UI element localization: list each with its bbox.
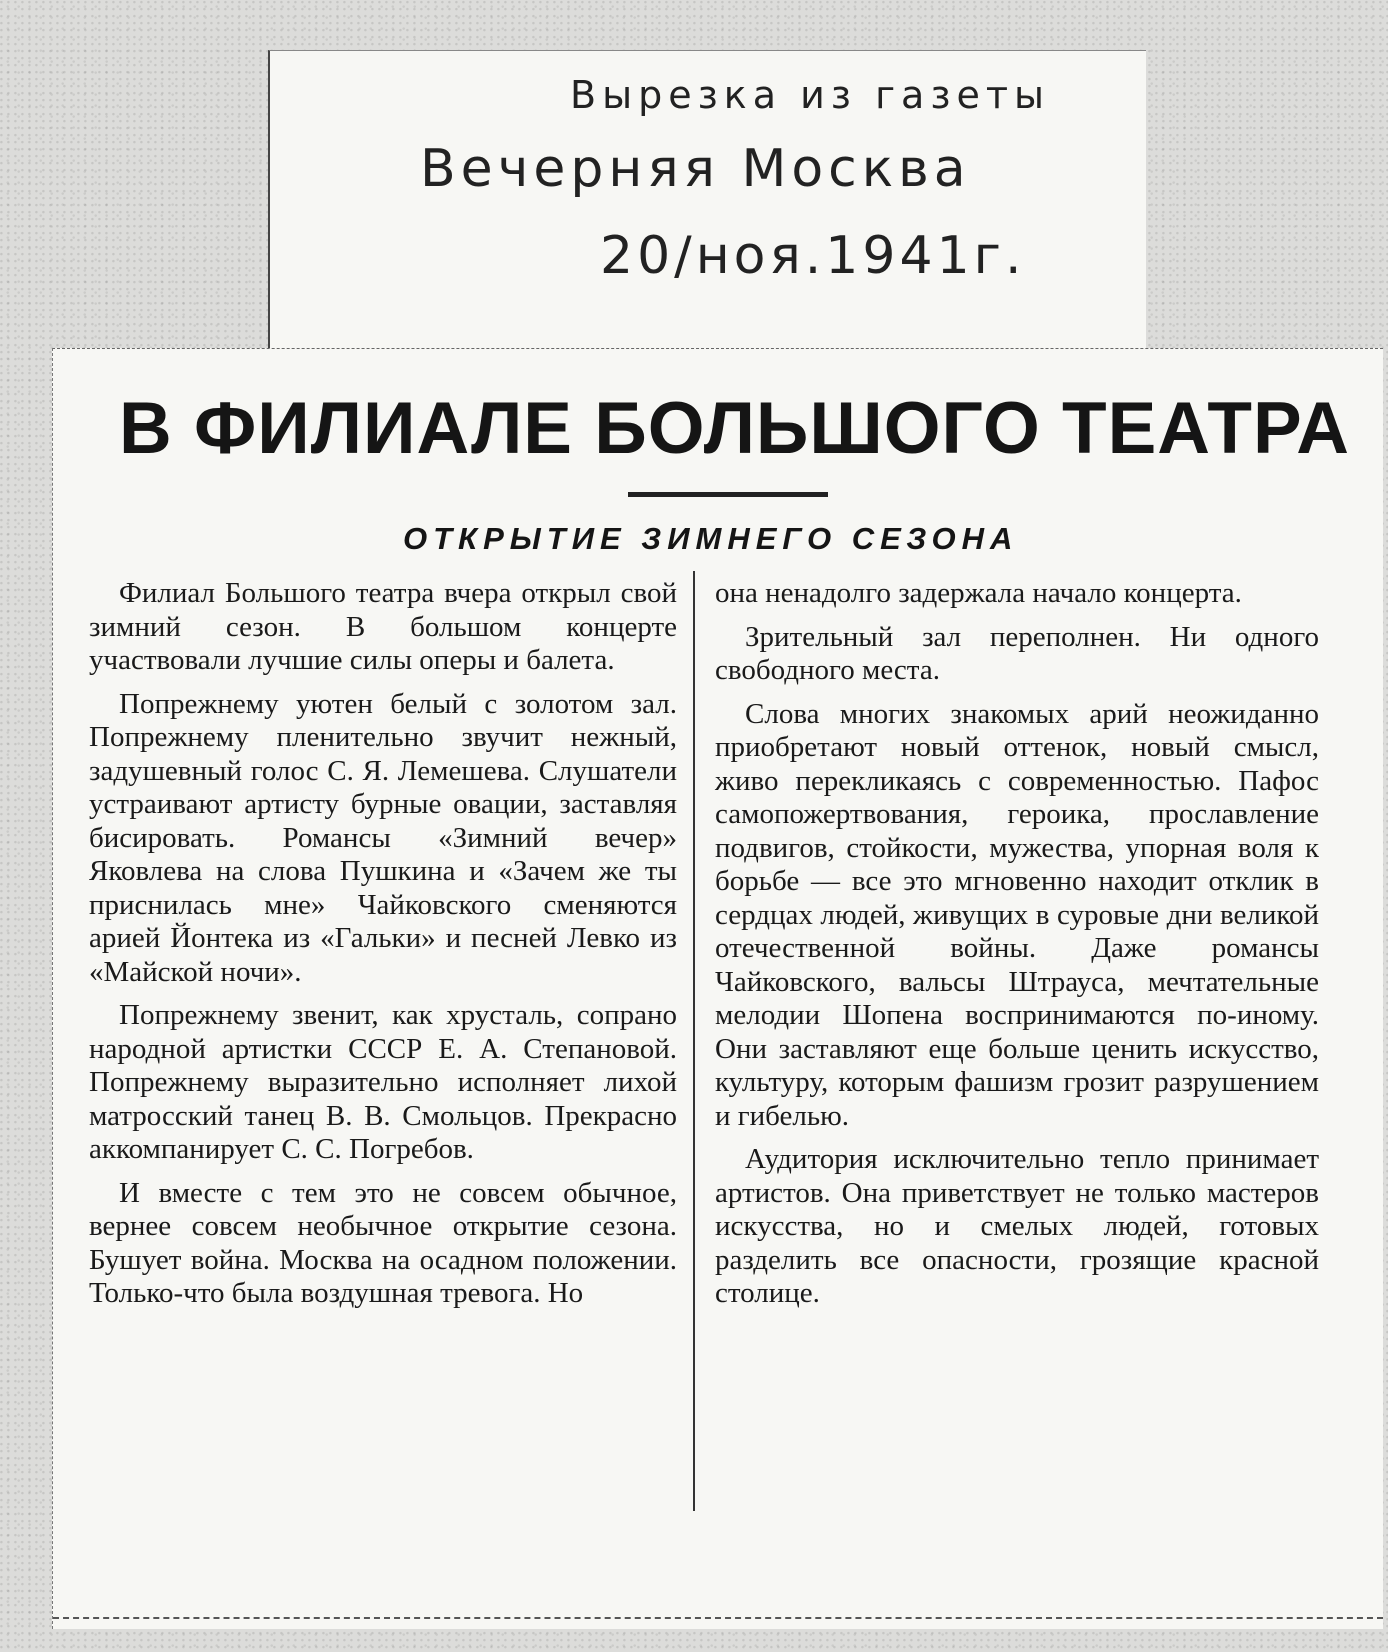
paragraph: Слова многих знакомых арий неожиданно приобретают новый оттенок, новый смысл, живо перекликаясь с современностью. Пафос самопожертвования, героика, прославление подвигов, стойкости, мужества, упорная воля к борьбе — все это мгновенно находит отклик в сердцах людей, живущих в суровые дни великой отечественной войны. Даже романсы Чайковского, вальсы Штрауса, мечтательные мелодии Шопена воспринимаются по-иному. Они заставляют еще больше ценить искусство, культуру, которым фашизм грозит разрушением и гибелью.	[715, 697, 1319, 1132]
note-line-clipping: Вырезка из газеты	[570, 73, 1051, 117]
column-divider	[693, 571, 695, 1511]
bottom-cut-line	[53, 1617, 1383, 1619]
article-headline: В ФИЛИАЛЕ БОЛЬШОГО ТЕАТРА	[119, 388, 1350, 469]
paragraph: Филиал Большого театра вчера открыл свой зимний сезон. В большом концерте участвовали лучшие силы оперы и балета.	[89, 577, 677, 676]
article-column-left	[89, 577, 677, 1321]
paragraph: она ненадолго задержала начало концерта.	[715, 577, 1242, 609]
headline-rule	[628, 492, 828, 497]
paragraph: Попрежнему звенит, как хрусталь, сопрано народной артистки СССР Е. А. Степановой. Попрежнему выразительно исполняет лихой матросский танец В. В. Смольцов. Прекрасно аккомпанирует С. С. Погребов.	[89, 999, 677, 1165]
article-subheadline: ОТКРЫТИЕ ЗИМНЕГО СЕЗОНА	[403, 521, 1019, 556]
newspaper-clipping	[52, 348, 1383, 1629]
article-column-right	[715, 577, 1319, 1321]
note-line-newspaper: Вечерняя Москва	[420, 139, 971, 199]
note-line-date: 20/ноя.1941г.	[600, 226, 1026, 286]
paragraph: Зрительный зал переполнен. Ни одного свободного места.	[715, 620, 1319, 686]
handwritten-note-card	[268, 50, 1146, 361]
paragraph: Аудитория исключительно тепло принимает артистов. Она приветствует не только мастеров искусства, но и смелых людей, готовых разделить все опасности, грозящие красной столице.	[715, 1143, 1319, 1309]
paragraph: И вместе с тем это не совсем обычное, вернее совсем необычное открытие сезона. Бушует война. Москва на осадном положении. Только-что была воздушная тревога. Но	[89, 1176, 677, 1309]
paragraph: Попрежнему уютен белый с золотом зал. Попрежнему пленительно звучит нежный, задушевный голос С. Я. Лемешева. Слушатели устраивают артисту бурные овации, заставляя бисировать. Романсы «Зимний вечер» Яковлева на слова Пушкина и «Зачем же ты приснилась мне» Чайковского сменяются арией Йонтека из «Гальки» и песней Левко из «Майской ночи».	[89, 687, 677, 988]
